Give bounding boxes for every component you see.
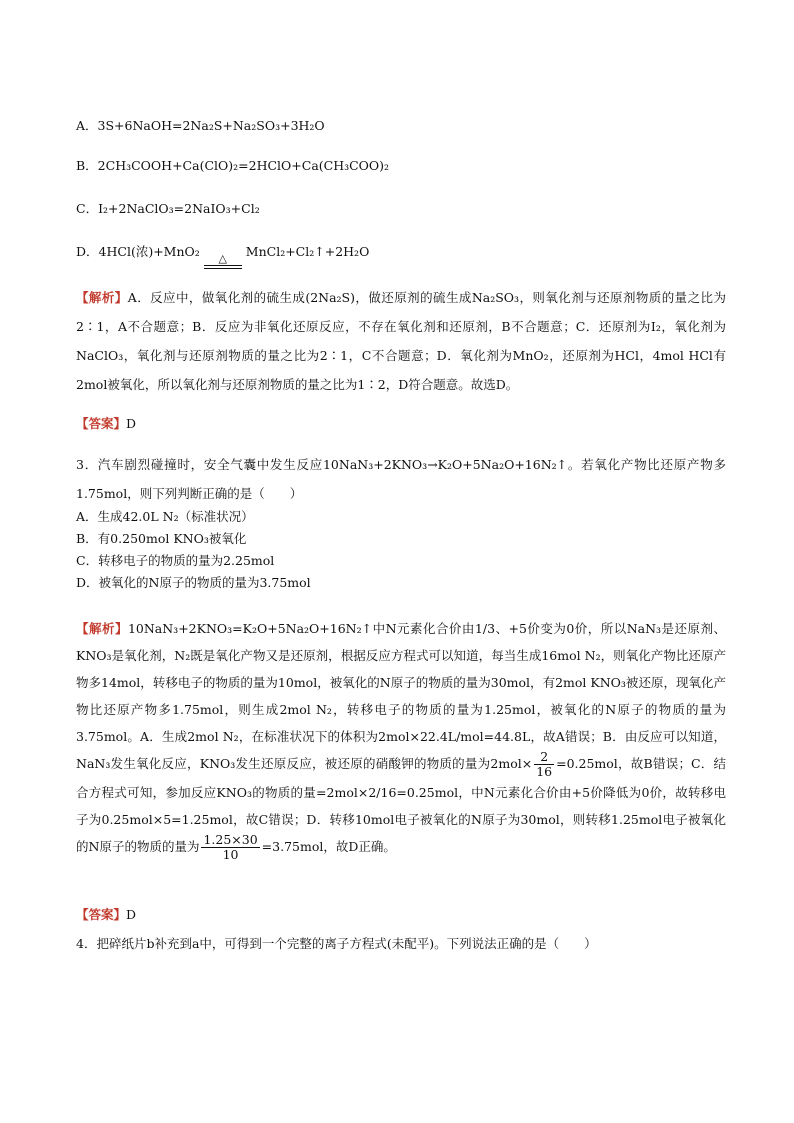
q3-options — [76, 506, 726, 594]
analysis-tag: 【解析】 — [76, 621, 128, 636]
q3-answer — [76, 905, 136, 923]
q3-answer-value: D — [126, 907, 137, 922]
answer-tag: 【答案】 — [76, 416, 127, 431]
q3-option-d: D．被氧化的N原子的物质的量为3.75mol — [76, 575, 311, 590]
q3-option-c: C．转移电子的物质的量为2.25mol — [76, 553, 275, 568]
heating-condition — [204, 253, 242, 269]
q2-option-a: A．3S+6NaOH=2Na₂S+Na₂SO₃+3H₂O — [76, 118, 325, 133]
q2-option-c: C．I₂+2NaClO₃=2NaIO₃+Cl₂ — [76, 201, 260, 216]
fraction-1-25x30-10: $\frac{1.25\times 30}{10}$ — [203, 832, 258, 862]
q3-analysis-text-1: 10NaN₃+2KNO₃=K₂O+5Na₂O+16N₂↑中N元素化合价由1/3、+5价变为0价，所以NaN₃是还原剂、KNO₃是氧化剂，N₂既是氧化产物又是还原剂，根据反应方程式可以知道，每当生成16mol N₂，则氧化产物比还原产物多14mol，转移电子的物质的量为10mol，被氧化的N原子的物质的量为30mol，有2mol KNO₃被还原，现氧化产物比还原产物多1.75mol，则生成2mol N₂，转移电子的物质的量为1.25mol，被氧化的N原子的物质的量为3.75mol。A．生成2mol N₂，在标准状况下的体积为2mol×22.4L/mol=44.8L，故A错误；B．由反应可以知道，NaN₃发生氧化反应，KNO₃发生还原反应，被还原的硝酸钾的物质的量为2mol× — [76, 621, 726, 771]
q2-analysis — [76, 283, 726, 399]
q2-option-d-right: MnCl₂+Cl₂↑+2H₂O — [245, 244, 370, 259]
heat-triangle-icon: △ — [218, 252, 228, 265]
q3-analysis — [76, 615, 726, 862]
q2-answer — [76, 414, 136, 432]
q2-option-d — [76, 242, 369, 269]
q3-analysis-text-2: =0.25mol，故B错误；C．结合方程式可知，参加反应KNO₃的物质的量=2mol×2/16=0.25mol，中N元素化合价由+5价降低为0价，故转移电子为0.25mol×5=1.25mol，故C错误；D．转移10mol电子被氧化的N原子为30mol，则转移1.25mol电子被氧化的N原子的物质的量为 — [76, 756, 726, 854]
q2-option-b: B．2CH₃COOH+Ca(ClO)₂=2HClO+Ca(CH₃COO)₂ — [76, 158, 390, 173]
fraction-2-16: $\frac{2}{16}$ — [536, 749, 553, 779]
q3-option-b: B．有0.250mol KNO₃被氧化 — [76, 531, 247, 546]
analysis-tag: 【解析】 — [76, 290, 128, 305]
q3-analysis-text-3: =3.75mol，故D正确。 — [261, 838, 396, 854]
q2-analysis-text: A．反应中，做氧化剂的硫生成(2Na₂S)，做还原剂的硫生成Na₂SO₃，则氧化剂与还原剂物质的量之比为2∶1，A不合题意；B．反应为非氧化还原反应，不存在氧化剂和还原剂，B不合题意；C．还原剂为I₂，氧化剂为NaClO₃，氧化剂与还原剂物质的量之比为2∶1，C不合题意；D．氧化剂为MnO₂，还原剂为HCl，4mol HCl有2mol被氧化，所以氧化剂与还原剂物质的量之比为1∶2，D符合题意。故选D。 — [76, 290, 726, 392]
q4-stem: 4．把碎纸片b补充到a中，可得到一个完整的离子方程式(未配平)。下列说法正确的是（ ） — [76, 936, 597, 951]
q2-answer-value: D — [126, 416, 137, 431]
answer-tag: 【答案】 — [76, 907, 127, 922]
q3-option-a: A．生成42.0L N₂（标准状况） — [76, 509, 254, 524]
q2-option-d-left: D．4HCl(浓)+MnO₂ — [76, 244, 200, 259]
q3-stem: 3．汽车剧烈碰撞时，安全气囊中发生反应10NaN₃+2KNO₃→K₂O+5Na₂O+16N₂↑。若氧化产物比还原产物多1.75mol，则下列判断正确的是（ ） — [76, 457, 726, 501]
